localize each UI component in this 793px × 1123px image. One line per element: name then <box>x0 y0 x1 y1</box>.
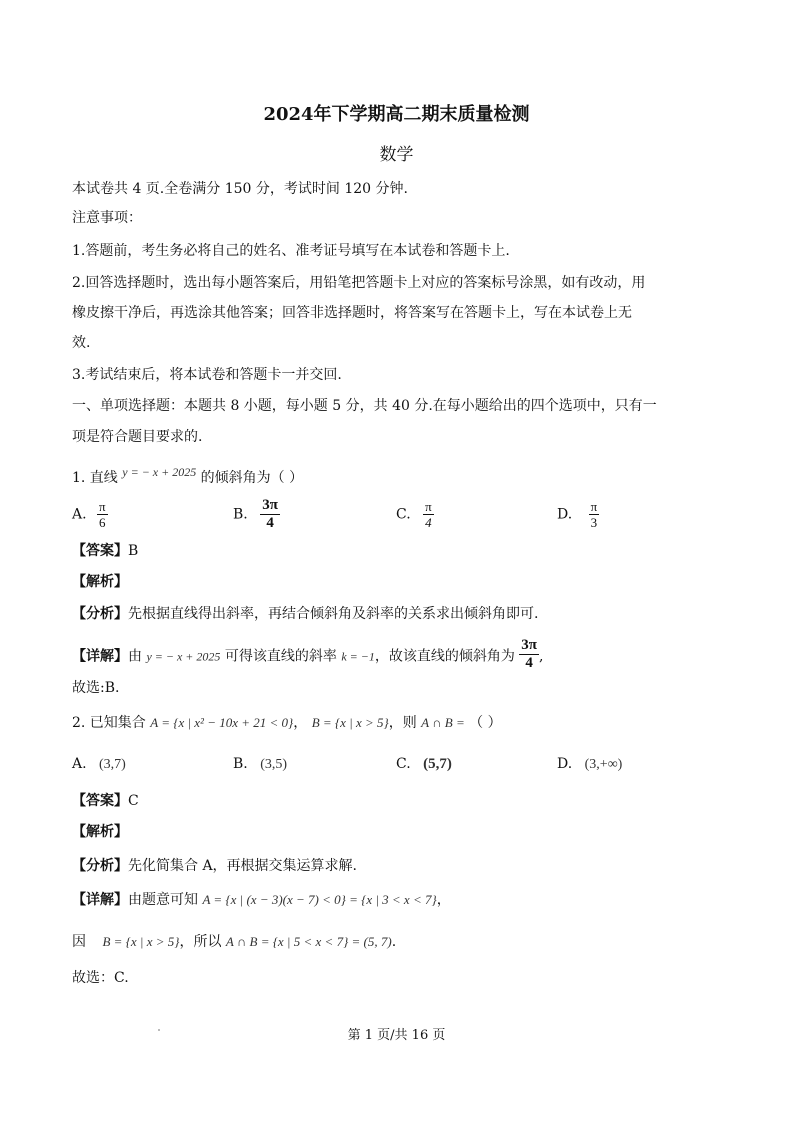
notice-label: 注意事项： <box>72 210 142 226</box>
option-value: (3,7) <box>99 757 126 772</box>
fenxi-text: 先根据直线得出斜率，再结合倾斜角及斜率的关系求出倾斜角即可. <box>128 606 539 622</box>
question-1-choose: 故选:B. <box>72 680 120 696</box>
notice-item-2-line-3: 效. <box>72 335 91 351</box>
option-label: A. <box>72 506 87 523</box>
fraction-numerator: 3π <box>262 497 278 513</box>
answer-label: 【答案】 <box>72 793 128 809</box>
question-2-option-c <box>396 756 452 773</box>
answer-value: C <box>128 793 139 809</box>
detail-text: , <box>539 648 544 665</box>
set-b-definition: B = {x | x > 5} <box>311 715 389 730</box>
question-1-line-equation: y = − x + 2025 <box>122 465 197 479</box>
set-a-definition: A = {x | x² − 10x + 21 < 0} <box>150 715 294 730</box>
option-fraction <box>589 500 600 529</box>
detail-intersection: A ∩ B = {x | 5 < x < 7} = (5, 7) <box>225 934 392 949</box>
page-number: 第 1 页/共 16 页 <box>347 1028 446 1043</box>
option-fraction <box>260 498 280 531</box>
option-value: (3,+∞) <box>584 757 623 772</box>
question-2-option-d <box>557 756 622 773</box>
question-1-prefix: 1. 直线 <box>72 470 118 486</box>
question-2-choose: 故选：C. <box>72 970 129 986</box>
detail-text: ，故该直线的倾斜角为 <box>374 648 515 665</box>
question-2-conclusion <box>72 932 396 952</box>
option-label: B. <box>233 506 248 523</box>
option-label: C. <box>396 506 411 523</box>
question-2-fenxi <box>72 856 357 876</box>
fraction-numerator: π <box>425 499 432 514</box>
notice-item-2-line-1: 2.回答选择题时，选出每小题答案后，用铅笔把答题卡上对应的答案标号涂黑，如有改动，用 <box>72 275 646 291</box>
notice-item-3: 3.考试结束后，将本试卷和答题卡一并交回. <box>72 367 342 383</box>
fenxi-label: 【分析】 <box>72 858 128 874</box>
fenxi-label: 【分析】 <box>72 606 128 622</box>
option-label: D. <box>557 756 573 772</box>
period-text: . <box>391 934 397 950</box>
fraction-denominator: 4 <box>266 515 274 531</box>
fraction-denominator: 4 <box>425 515 432 530</box>
question-2-stem <box>72 713 502 733</box>
answer-label: 【答案】 <box>72 543 128 559</box>
question-2-detail <box>72 890 451 910</box>
fraction-numerator: 3π <box>521 637 538 653</box>
question-2-paren: （ ） <box>469 715 502 731</box>
intro-line: 本试卷共 4 页.全卷满分 150 分，考试时间 120 分钟. <box>72 181 408 197</box>
option-fraction <box>423 500 434 529</box>
detail-label: 【详解】 <box>72 648 128 665</box>
so-text: ，所以 <box>179 934 222 950</box>
question-2-option-a <box>72 756 126 773</box>
detail-set-b: B = {x | x > 5} <box>102 934 180 949</box>
question-1-analysis-label: 【解析】 <box>72 574 128 590</box>
fraction-numerator: π <box>590 499 598 514</box>
question-1-option-a <box>72 500 108 529</box>
answer-value: B <box>128 543 139 559</box>
page-title: 2024年下学期高二期末质量检测 <box>263 104 530 125</box>
fraction-denominator: 3 <box>590 515 598 530</box>
section-heading-line-1: 一、单项选择题：本题共 8 小题，每小题 5 分，共 40 分.在每小题给出的四个选项中，只有一 <box>72 398 657 414</box>
question-1-option-b <box>233 498 280 531</box>
because-text: 因 <box>72 934 86 950</box>
option-label: A. <box>72 756 87 772</box>
fraction-numerator: π <box>99 499 106 514</box>
detail-text: 由题意可知 <box>128 892 198 908</box>
section-heading-line-2: 项是符合题目要求的. <box>72 429 203 445</box>
detail-text: ， <box>436 892 451 908</box>
detail-text: 可得该直线的斜率 <box>224 648 337 665</box>
question-1-answer <box>72 541 138 561</box>
subject-title: 数学 <box>379 145 414 165</box>
question-2-answer <box>72 791 139 811</box>
fraction-denominator: 6 <box>99 515 106 530</box>
set-intersection: A ∩ B = <box>421 715 465 730</box>
question-1-fenxi <box>72 604 538 624</box>
detail-slope: k = −1 <box>341 649 375 664</box>
question-2-ask: ，则 <box>388 715 417 731</box>
notice-item-2-line-2: 橡皮擦干净后，再选涂其他答案；回答非选择题时，将答案写在答题卡上，写在本试卷上无 <box>72 305 632 321</box>
detail-equation: y = − x + 2025 <box>146 649 221 664</box>
option-value: (5,7) <box>423 756 452 772</box>
question-2-prefix: 2. 已知集合 <box>72 715 146 731</box>
option-label: D. <box>557 506 573 523</box>
option-fraction <box>97 500 108 529</box>
question-2-analysis-label: 【解析】 <box>72 824 128 840</box>
question-2-option-b <box>233 756 287 773</box>
detail-fraction <box>519 638 539 671</box>
question-1-stem <box>72 465 304 488</box>
fraction-denominator: 4 <box>525 655 533 671</box>
question-1-option-c <box>396 500 434 529</box>
question-1-detail <box>72 637 544 673</box>
fenxi-text: 先化简集合 A，再根据交集运算求解. <box>128 858 358 874</box>
question-1-suffix: 的倾斜角为（ ） <box>200 470 304 486</box>
option-label: B. <box>233 756 248 772</box>
detail-text: 由 <box>128 648 142 665</box>
notice-item-1: 1.答题前，考生务必将自己的姓名、准考证号填写在本试卷和答题卡上. <box>72 243 510 259</box>
detail-label: 【详解】 <box>72 892 128 908</box>
option-label: C. <box>396 756 411 772</box>
option-value: (3,5) <box>260 757 288 772</box>
question-2-separator: ， <box>293 715 308 731</box>
question-1-option-d <box>557 500 599 529</box>
detail-set-a: A = {x | (x − 3)(x − 7) < 0} = {x | 3 < x < 7} <box>202 892 437 907</box>
